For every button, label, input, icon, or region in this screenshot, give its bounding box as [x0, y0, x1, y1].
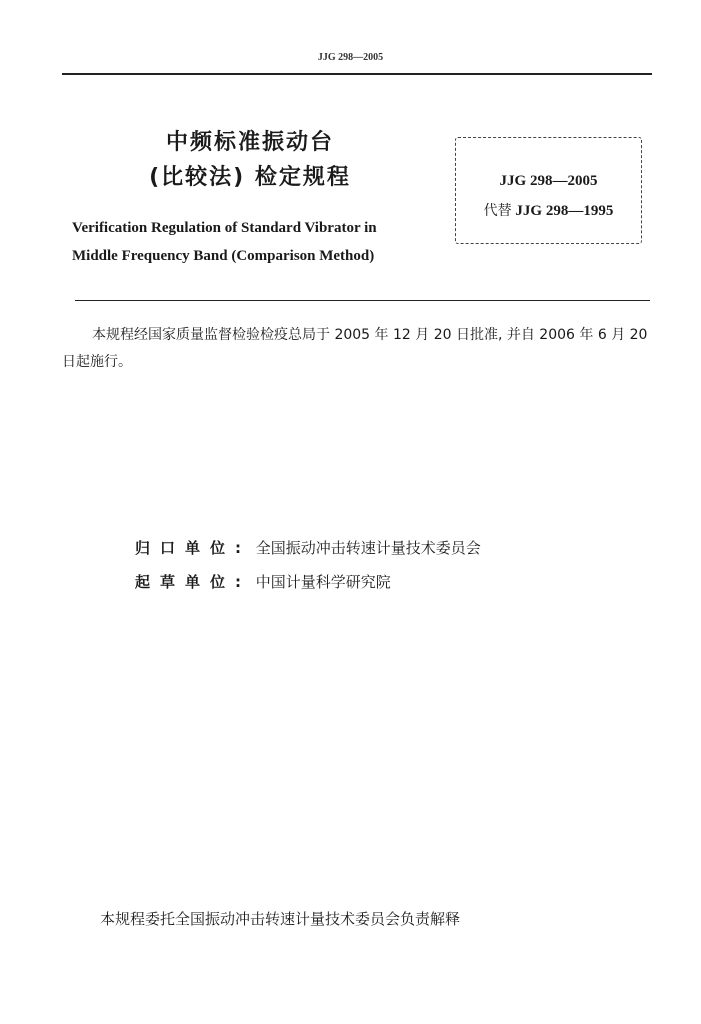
footer-note: 本规程委托全国振动冲击转速计量技术委员会负责解释: [100, 910, 461, 928]
title-en-line1: Verification Regulation of Standard Vibrator in: [72, 220, 377, 236]
title-en-line2: Middle Frequency Band (Comparison Method): [72, 248, 375, 264]
responsible-organization: [135, 537, 481, 558]
section-rule: [75, 300, 650, 301]
title-cn-line2: (比较法) 检定规程: [149, 165, 351, 190]
approval-paragraph: 本规程经国家质量监督检验检疫总局于 2005 年 12 月 20 日批准, 并自 2006 年 6 月 20 日起施行。: [62, 327, 648, 370]
title-cn-line1: 中频标准振动台: [165, 130, 334, 155]
replaced-code-line: [456, 200, 641, 220]
drafting-label: 起草单位:: [135, 573, 251, 591]
responsible-label: 归口单位:: [135, 539, 251, 557]
header-rule: [62, 73, 652, 75]
title-en: [72, 214, 432, 270]
regulation-code: JJG 298—2005: [499, 173, 598, 189]
header-code: JJG 298—2005: [317, 52, 384, 63]
regulation-code-box: [455, 137, 642, 244]
drafting-organization: [135, 571, 391, 592]
drafting-value: 中国计量科学研究院: [255, 573, 391, 591]
replaced-code: JJG 298—1995: [515, 203, 614, 219]
replace-label: 代替: [483, 203, 512, 219]
responsible-value: 全国振动冲击转速计量技术委员会: [255, 539, 481, 557]
